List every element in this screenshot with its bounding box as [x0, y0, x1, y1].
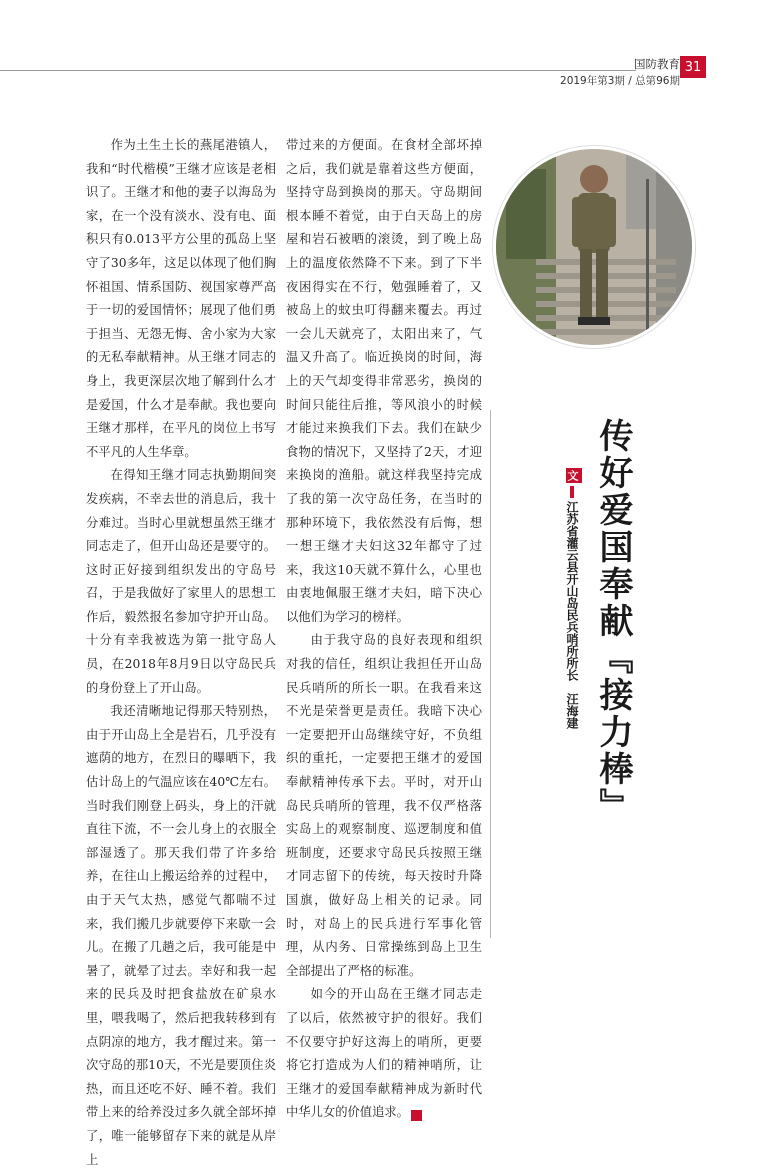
- page-number: 31: [680, 56, 706, 78]
- paragraph: [286, 983, 482, 1125]
- header-rule: [0, 70, 636, 71]
- article-column-2: [286, 134, 482, 1125]
- paragraph: 在得知王继才同志执勤期间突发疾病，不幸去世的消息后，我十分难过。当时心里就想虽然王继才同志走了，但开山岛还是要守的。这时正好接到组织发出的守岛号召，于是我做好了家里人的思想工作后，毅然报名参加守护开山岛。十分有幸我被选为第一批守岛人员，在2018年8月9日以守岛民兵的身份登上了开山岛。: [86, 468, 276, 695]
- paragraph: 带过来的方便面。在食材全部坏掉之后，我们就是靠着这些方便面，坚持守岛到换岗的那天。守岛期间根本睡不着觉，由于白天岛上的房屋和岩石被晒的滚烫，到了晚上岛上的温度依然降不下来。到了下半夜困得实在不行，勉强睡着了，又被岛上的蚊虫叮得翻来覆去。再过一会儿天就亮了，太阳出来了，气温又升高了。临近换岗的时间，海上的天气却变得非常恶劣，换岗的时间只能往后推，等风浪小的时候才能过来换我们下去。我们在缺少食物的情况下，又坚持了2天，才迎来换岗的渔船。就这样我坚持完成了我的第一次守岛任务，在当时的那种环境下，我依然没有后悔，想一想王继才夫妇这32年都守了过来，我这10天就不算什么，心里也由衷地佩服王继才夫妇，暗下决心以他们为学习的榜样。: [286, 138, 482, 624]
- paragraph: 我还清晰地记得那天特别热，由于开山岛上全是岩石，几乎没有遮荫的地方，在烈日的曝晒下，我估计岛上的气温应该在40℃左右。当时我们刚登上码头，身上的汗就直往下流，不一会儿身上的衣服全部湿透了。那天我们带了许多给养，在往山上搬运给养的过程中，由于天气太热，感觉气都喘不过来，我们搬几步就要停下来歇一会儿。在搬了几趟之后，我可能是中暑了，就晕了过去。幸好和我一起来的民兵及时把食盐放在矿泉水里，喂我喝了，然后把我转移到有点阴凉的地方，我才醒过来。第一次守岛的那10天，不光是要顶住炎热，而且还吃不好、睡不着。我们带上来的给养没过多久就全部坏掉了，唯一能够留存下来的就是从岸上: [86, 704, 276, 1167]
- paragraph: 由于我守岛的良好表现和组织对我的信任，组织让我担任开山岛民兵哨所的所长一职。在我看来这不光是荣誉更是责任。我暗下决心一定要把开山岛继续守好，不负组织的重托，一定要把王继才的爱国奉献精神传承下去。平时，对开山岛民兵哨所的管理，我不仅严格落实岛上的观察制度、巡逻制度和值班制度，还要求守岛民兵按照王继才同志留下的传统，每天按时升降国旗，做好岛上相关的记录。同时，对岛上的民兵进行军事化管理，从内务、日常操练到岛上卫生全部提出了严格的标准。: [286, 633, 482, 978]
- paragraph-text: 如今的开山岛在王继才同志走了以后，依然被守护的很好。我们不仅要守护好这海上的哨所，更要将它打造成为人们的精神哨所，让王继才的爱国奉献精神成为新时代中华儿女的价值追求。: [286, 987, 482, 1120]
- article-title: 传好爱国奉献『接力棒』: [593, 418, 633, 825]
- column-divider: [490, 410, 491, 938]
- byline-org: 江苏省灌云县开山岛民兵哨所所长: [565, 501, 579, 681]
- end-mark: G: [411, 1110, 422, 1121]
- article-column-1: [86, 134, 276, 1172]
- issue-info: 2019年第3期 / 总第96期: [560, 75, 680, 87]
- paragraph: 作为土生土长的燕尾港镇人，我和“时代楷模”王继才应该是老相识了。王继才和他的妻子以海岛为家，在一个没有淡水、没有电、面积只有0.013平方公里的孤岛上坚守了30多年，这足以体现了他们胸怀祖国、情系国防、视国家尊严高于一切的爱国情怀；展现了他们勇于担当、无怨无悔、舍小家为大家的无私奉献精神。从王继才同志的身上，我更深层次地了解到什么才是爱国，什么才是奉献。我也要向王继才那样，在平凡的岗位上书写不平凡的人生华章。: [86, 138, 276, 459]
- byline-wen: 文: [566, 468, 582, 483]
- byline: [562, 468, 582, 729]
- byline-bar: [570, 486, 574, 498]
- author-photo: [493, 146, 695, 348]
- section-name: 国防教育: [634, 57, 680, 71]
- photo-illustration: [496, 149, 692, 345]
- byline-author: 汪海建: [565, 693, 579, 729]
